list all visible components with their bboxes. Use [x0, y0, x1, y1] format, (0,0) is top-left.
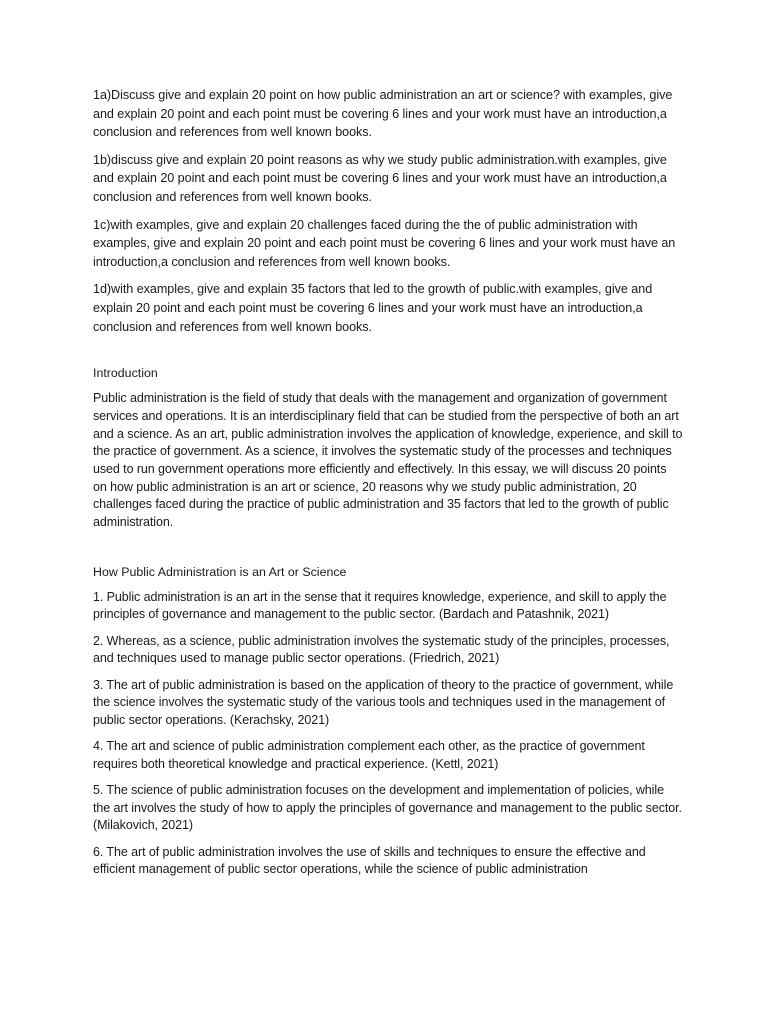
section-heading: How Public Administration is an Art or Science — [93, 564, 347, 579]
point-item: 6. The art of public administration involves the use of skills and techniques to ensure the effective and efficient management of public sector operations, while the science of public administration — [93, 844, 646, 877]
question-1d: 1d)with examples, give and explain 35 factors that led to the growth of public.with examples, give and explain 20 point and each point must be covering 6 lines and your work must have an introduction,a conclusion and references from well known books. — [93, 282, 653, 334]
point-item: 4. The art and science of public administration complement each other, as the practice of government requires both theoretical knowledge and practical experience. (Kettl, 2021) — [93, 739, 645, 771]
question-1b: 1b)discuss give and explain 20 point reasons as why we study public administration.with examples, give and explain 20 point and each point must be covering 6 lines and your work must have an introduction,a conclusion and references from well known books. — [93, 152, 667, 204]
question-1c: 1c)with examples, give and explain 20 challenges faced during the the of public administration with examples, give and explain 20 point and each point must be covering 6 lines and your work must have an introduction,a conclusion and references from well known books. — [93, 217, 676, 269]
question-1a: 1a)Discuss give and explain 20 point on how public administration an art or science? with examples, give and explain 20 point and each point must be covering 6 lines and your work must have an introduction,a conclusion and references from well known books. — [93, 88, 673, 140]
point-item: 1. Public administration is an art in the sense that it requires knowledge, experience, and skill to apply the principles of governance and management to the public sector. (Bardach and Patashnik, 2021) — [93, 589, 667, 622]
document-page — [93, 86, 683, 888]
point-item: 3. The art of public administration is based on the application of theory to the practice of government, while the science involves the systematic study of the various tools and techniques used in the management of public sector operations. (Kerachsky, 2021) — [93, 677, 674, 727]
introduction-heading: Introduction — [93, 366, 158, 381]
point-item: 2. Whereas, as a science, public administration involves the systematic study of the principles, processes, and techniques used to manage public sector operations. (Friedrich, 2021) — [93, 633, 670, 666]
introduction-paragraph: Public administration is the field of study that deals with the management and organization of government services and operations. It is an interdisciplinary field that can be studied from the perspective of both an art and a science. As an art, public administration involves the application of knowledge, experience, and skill to the practice of government. As a science, it involves the systematic study of the processes and techniques used to run government operations more efficiently and effectively. In this essay, we will discuss 20 points on how public administration is an art or science, 20 reasons why we study public administration, 20 challenges faced during the practice of public administration and 35 factors that led to the growth of public administration. — [93, 391, 683, 530]
point-item: 5. The science of public administration focuses on the development and implementation of policies, while the art involves the study of how to apply the principles of governance and management to the public sector. (Milakovich, 2021) — [93, 783, 682, 833]
